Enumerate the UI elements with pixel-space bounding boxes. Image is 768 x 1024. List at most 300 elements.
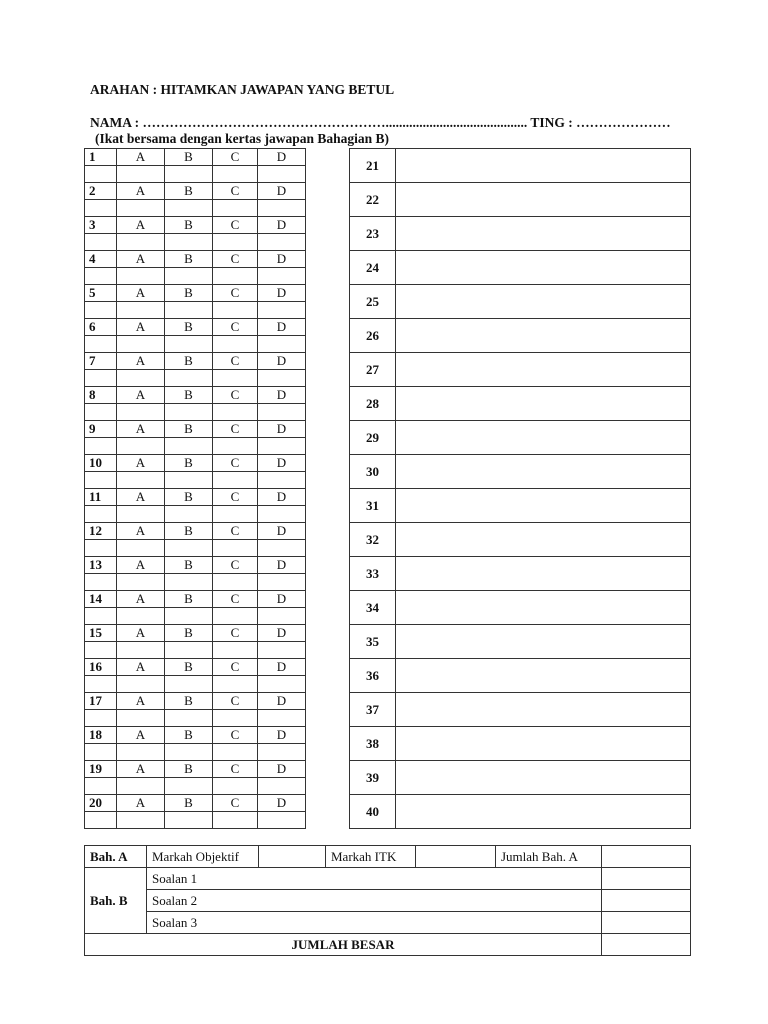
question-number: 29 [350, 421, 396, 455]
spacer-cell [85, 404, 117, 421]
option-b-bubble[interactable]: B [165, 523, 213, 540]
spacer-cell [165, 438, 213, 455]
spacer-cell [165, 676, 213, 693]
objective-row-spacer [85, 336, 306, 353]
bah-b-label: Bah. B [85, 868, 147, 934]
option-d-bubble[interactable]: D [258, 557, 306, 574]
option-a-bubble[interactable]: A [117, 421, 165, 438]
question-number: 36 [350, 659, 396, 693]
objective-row [85, 557, 306, 574]
spacer-cell [85, 778, 117, 795]
answer-box[interactable] [396, 285, 691, 319]
spacer-cell [85, 200, 117, 217]
option-d-bubble[interactable]: D [258, 353, 306, 370]
spacer-cell [117, 336, 165, 353]
option-b-bubble[interactable]: B [165, 761, 213, 778]
question-number: 3 [85, 217, 117, 234]
spacer-cell [213, 676, 258, 693]
spacer-cell [213, 608, 258, 625]
spacer-cell [258, 336, 306, 353]
answer-box[interactable] [396, 455, 691, 489]
question-number: 22 [350, 183, 396, 217]
jumlah-bah-a-value[interactable] [602, 846, 691, 868]
spacer-cell [165, 608, 213, 625]
spacer-cell [165, 336, 213, 353]
spacer-cell [85, 676, 117, 693]
jumlah-besar-label: JUMLAH BESAR [85, 934, 602, 956]
spacer-cell [165, 574, 213, 591]
spacer-cell [117, 812, 165, 829]
markah-itk-label: Markah ITK [326, 846, 416, 868]
subjective-row [350, 455, 691, 489]
spacer-cell [85, 302, 117, 319]
spacer-cell [117, 438, 165, 455]
subjective-row [350, 387, 691, 421]
spacer-cell [85, 574, 117, 591]
objective-row [85, 659, 306, 676]
objective-row [85, 455, 306, 472]
spacer-cell [117, 234, 165, 251]
option-c-bubble[interactable]: C [213, 659, 258, 676]
question-number: 9 [85, 421, 117, 438]
spacer-cell [117, 608, 165, 625]
objective-row-spacer [85, 574, 306, 591]
option-d-bubble[interactable]: D [258, 387, 306, 404]
spacer-cell [165, 642, 213, 659]
option-a-bubble[interactable]: A [117, 285, 165, 302]
objective-row-spacer [85, 370, 306, 387]
question-number: 10 [85, 455, 117, 472]
subjective-row [350, 625, 691, 659]
spacer-cell [258, 234, 306, 251]
binding-note: (Ikat bersama dengan kertas jawapan Bahagian B) [95, 131, 390, 146]
question-number: 23 [350, 217, 396, 251]
option-a-bubble[interactable]: A [117, 557, 165, 574]
objective-row [85, 591, 306, 608]
question-number: 34 [350, 591, 396, 625]
option-d-bubble[interactable]: D [258, 523, 306, 540]
answer-box[interactable] [396, 421, 691, 455]
objective-row [85, 795, 306, 812]
spacer-cell [258, 166, 306, 183]
option-b-bubble[interactable]: B [165, 455, 213, 472]
answer-box[interactable] [396, 591, 691, 625]
spacer-cell [117, 778, 165, 795]
option-a-bubble[interactable]: A [117, 761, 165, 778]
spacer-cell [85, 642, 117, 659]
question-number: 8 [85, 387, 117, 404]
marks-table [84, 845, 691, 956]
spacer-cell [165, 302, 213, 319]
answer-box[interactable] [396, 319, 691, 353]
subjective-row [350, 319, 691, 353]
question-number: 39 [350, 761, 396, 795]
option-a-bubble[interactable]: A [117, 251, 165, 268]
objective-row [85, 217, 306, 234]
question-number: 28 [350, 387, 396, 421]
objective-row [85, 523, 306, 540]
spacer-cell [213, 234, 258, 251]
answer-box[interactable] [396, 217, 691, 251]
spacer-cell [165, 778, 213, 795]
objective-row-spacer [85, 302, 306, 319]
option-b-bubble[interactable]: B [165, 285, 213, 302]
option-b-bubble[interactable]: B [165, 557, 213, 574]
objective-row-spacer [85, 812, 306, 829]
question-number: 27 [350, 353, 396, 387]
option-a-bubble[interactable]: A [117, 387, 165, 404]
spacer-cell [117, 404, 165, 421]
question-number: 21 [350, 149, 396, 183]
spacer-cell [258, 608, 306, 625]
option-b-bubble[interactable]: B [165, 319, 213, 336]
option-a-bubble[interactable]: A [117, 523, 165, 540]
soalan-3-value[interactable] [602, 912, 691, 934]
question-number: 25 [350, 285, 396, 319]
option-b-bubble[interactable]: B [165, 421, 213, 438]
spacer-cell [117, 642, 165, 659]
soalan-2-value[interactable] [602, 890, 691, 912]
spacer-cell [213, 438, 258, 455]
option-d-bubble[interactable]: D [258, 761, 306, 778]
subjective-row [350, 727, 691, 761]
option-a-bubble[interactable]: A [117, 353, 165, 370]
spacer-cell [117, 200, 165, 217]
question-number: 26 [350, 319, 396, 353]
spacer-cell [117, 166, 165, 183]
answer-box[interactable] [396, 183, 691, 217]
question-number: 19 [85, 761, 117, 778]
jumlah-bah-a-label: Jumlah Bah. A [496, 846, 602, 868]
question-number: 33 [350, 557, 396, 591]
spacer-cell [213, 268, 258, 285]
objective-row [85, 489, 306, 506]
subjective-row [350, 523, 691, 557]
option-c-bubble[interactable]: C [213, 319, 258, 336]
answer-box[interactable] [396, 353, 691, 387]
soalan-1-label: Soalan 1 [147, 868, 602, 890]
option-c-bubble[interactable]: C [213, 693, 258, 710]
markah-objektif-value[interactable] [259, 846, 326, 868]
name-class-line: NAMA : ……………………………………………….......................................... TING : ………………… [90, 115, 671, 130]
objective-row-spacer [85, 608, 306, 625]
option-a-bubble[interactable]: A [117, 183, 165, 200]
answer-box[interactable] [396, 727, 691, 761]
option-c-bubble[interactable]: C [213, 183, 258, 200]
subjective-row [350, 761, 691, 795]
question-number: 32 [350, 523, 396, 557]
spacer-cell [85, 506, 117, 523]
option-a-bubble[interactable]: A [117, 455, 165, 472]
answer-box[interactable] [396, 659, 691, 693]
option-a-bubble[interactable]: A [117, 149, 165, 166]
objective-row-spacer [85, 200, 306, 217]
spacer-cell [85, 336, 117, 353]
answer-box[interactable] [396, 693, 691, 727]
option-c-bubble[interactable]: C [213, 421, 258, 438]
question-number: 5 [85, 285, 117, 302]
option-b-bubble[interactable]: B [165, 183, 213, 200]
spacer-cell [213, 472, 258, 489]
spacer-cell [213, 302, 258, 319]
spacer-cell [165, 744, 213, 761]
spacer-cell [85, 812, 117, 829]
spacer-cell [258, 268, 306, 285]
option-c-bubble[interactable]: C [213, 591, 258, 608]
option-d-bubble[interactable]: D [258, 183, 306, 200]
spacer-cell [213, 642, 258, 659]
option-b-bubble[interactable]: B [165, 591, 213, 608]
answer-box[interactable] [396, 489, 691, 523]
option-d-bubble[interactable]: D [258, 455, 306, 472]
spacer-cell [213, 166, 258, 183]
question-number: 17 [85, 693, 117, 710]
question-number: 30 [350, 455, 396, 489]
spacer-cell [165, 200, 213, 217]
question-number: 37 [350, 693, 396, 727]
objective-row [85, 625, 306, 642]
objective-row-spacer [85, 710, 306, 727]
option-d-bubble[interactable]: D [258, 659, 306, 676]
option-a-bubble[interactable]: A [117, 727, 165, 744]
soalan-3-label: Soalan 3 [147, 912, 602, 934]
question-number: 7 [85, 353, 117, 370]
answer-box[interactable] [396, 557, 691, 591]
bah-a-label: Bah. A [85, 846, 147, 868]
option-c-bubble[interactable]: C [213, 149, 258, 166]
option-a-bubble[interactable]: A [117, 659, 165, 676]
subjective-row [350, 693, 691, 727]
spacer-cell [258, 540, 306, 557]
spacer-cell [213, 574, 258, 591]
option-d-bubble[interactable]: D [258, 217, 306, 234]
objective-row-spacer [85, 404, 306, 421]
option-d-bubble[interactable]: D [258, 693, 306, 710]
question-number: 1 [85, 149, 117, 166]
spacer-cell [213, 744, 258, 761]
option-d-bubble[interactable]: D [258, 285, 306, 302]
answer-box[interactable] [396, 761, 691, 795]
answer-box[interactable] [396, 523, 691, 557]
option-b-bubble[interactable]: B [165, 727, 213, 744]
spacer-cell [117, 744, 165, 761]
option-d-bubble[interactable]: D [258, 251, 306, 268]
option-a-bubble[interactable]: A [117, 795, 165, 812]
spacer-cell [85, 268, 117, 285]
subjective-row [350, 149, 691, 183]
spacer-cell [213, 506, 258, 523]
option-c-bubble[interactable]: C [213, 557, 258, 574]
spacer-cell [85, 438, 117, 455]
subjective-row [350, 795, 691, 829]
option-d-bubble[interactable]: D [258, 795, 306, 812]
subjective-row [350, 251, 691, 285]
option-c-bubble[interactable]: C [213, 285, 258, 302]
option-c-bubble[interactable]: C [213, 795, 258, 812]
question-number: 15 [85, 625, 117, 642]
spacer-cell [258, 200, 306, 217]
answer-box[interactable] [396, 625, 691, 659]
option-d-bubble[interactable]: D [258, 625, 306, 642]
spacer-cell [165, 166, 213, 183]
spacer-cell [258, 472, 306, 489]
spacer-cell [165, 472, 213, 489]
spacer-cell [85, 744, 117, 761]
question-number: 13 [85, 557, 117, 574]
option-c-bubble[interactable]: C [213, 251, 258, 268]
subjective-row [350, 183, 691, 217]
subjective-row [350, 557, 691, 591]
option-b-bubble[interactable]: B [165, 659, 213, 676]
objective-row-spacer [85, 540, 306, 557]
option-a-bubble[interactable]: A [117, 319, 165, 336]
answer-box[interactable] [396, 149, 691, 183]
objective-row [85, 761, 306, 778]
option-c-bubble[interactable]: C [213, 489, 258, 506]
option-c-bubble[interactable]: C [213, 727, 258, 744]
soalan-2-label: Soalan 2 [147, 890, 602, 912]
spacer-cell [117, 676, 165, 693]
spacer-cell [85, 608, 117, 625]
option-b-bubble[interactable]: B [165, 149, 213, 166]
subjective-row [350, 285, 691, 319]
option-c-bubble[interactable]: C [213, 353, 258, 370]
objective-row-spacer [85, 506, 306, 523]
objective-row-spacer [85, 234, 306, 251]
spacer-cell [117, 506, 165, 523]
spacer-cell [213, 370, 258, 387]
option-c-bubble[interactable]: C [213, 387, 258, 404]
spacer-cell [117, 302, 165, 319]
question-number: 4 [85, 251, 117, 268]
spacer-cell [258, 370, 306, 387]
spacer-cell [165, 404, 213, 421]
subjective-row [350, 421, 691, 455]
option-d-bubble[interactable]: D [258, 591, 306, 608]
option-b-bubble[interactable]: B [165, 387, 213, 404]
spacer-cell [258, 506, 306, 523]
objective-row [85, 251, 306, 268]
option-a-bubble[interactable]: A [117, 693, 165, 710]
objective-row [85, 285, 306, 302]
option-c-bubble[interactable]: C [213, 455, 258, 472]
spacer-cell [258, 574, 306, 591]
spacer-cell [85, 540, 117, 557]
spacer-cell [258, 642, 306, 659]
answer-box[interactable] [396, 795, 691, 829]
spacer-cell [165, 710, 213, 727]
option-b-bubble[interactable]: B [165, 625, 213, 642]
option-b-bubble[interactable]: B [165, 693, 213, 710]
spacer-cell [117, 710, 165, 727]
objective-row-spacer [85, 642, 306, 659]
spacer-cell [85, 472, 117, 489]
question-number: 11 [85, 489, 117, 506]
option-b-bubble[interactable]: B [165, 795, 213, 812]
subjective-row [350, 591, 691, 625]
objective-row-spacer [85, 676, 306, 693]
question-number: 6 [85, 319, 117, 336]
option-c-bubble[interactable]: C [213, 523, 258, 540]
question-number: 18 [85, 727, 117, 744]
option-b-bubble[interactable]: B [165, 489, 213, 506]
option-a-bubble[interactable]: A [117, 489, 165, 506]
objective-row [85, 149, 306, 166]
subjective-row [350, 217, 691, 251]
subjective-answer-grid [349, 148, 691, 829]
option-c-bubble[interactable]: C [213, 625, 258, 642]
spacer-cell [258, 744, 306, 761]
option-a-bubble[interactable]: A [117, 217, 165, 234]
option-d-bubble[interactable]: D [258, 727, 306, 744]
option-d-bubble[interactable]: D [258, 319, 306, 336]
option-b-bubble[interactable]: B [165, 217, 213, 234]
spacer-cell [165, 268, 213, 285]
spacer-cell [258, 404, 306, 421]
objective-row [85, 727, 306, 744]
spacer-cell [213, 710, 258, 727]
objective-row-spacer [85, 438, 306, 455]
markah-itk-value[interactable] [416, 846, 496, 868]
option-a-bubble[interactable]: A [117, 625, 165, 642]
spacer-cell [165, 812, 213, 829]
option-d-bubble[interactable]: D [258, 421, 306, 438]
spacer-cell [213, 540, 258, 557]
question-number: 31 [350, 489, 396, 523]
subjective-row [350, 659, 691, 693]
subjective-row [350, 353, 691, 387]
question-number: 2 [85, 183, 117, 200]
answer-box[interactable] [396, 251, 691, 285]
question-number: 35 [350, 625, 396, 659]
spacer-cell [165, 370, 213, 387]
spacer-cell [117, 472, 165, 489]
soalan-1-value[interactable] [602, 868, 691, 890]
spacer-cell [85, 710, 117, 727]
spacer-cell [165, 506, 213, 523]
spacer-cell [165, 540, 213, 557]
option-c-bubble[interactable]: C [213, 761, 258, 778]
spacer-cell [258, 778, 306, 795]
spacer-cell [85, 166, 117, 183]
spacer-cell [213, 812, 258, 829]
option-b-bubble[interactable]: B [165, 353, 213, 370]
markah-objektif-label: Markah Objektif [147, 846, 259, 868]
subjective-row [350, 489, 691, 523]
question-number: 40 [350, 795, 396, 829]
objective-row-spacer [85, 268, 306, 285]
spacer-cell [258, 812, 306, 829]
objective-row-spacer [85, 778, 306, 795]
option-d-bubble[interactable]: D [258, 149, 306, 166]
spacer-cell [213, 404, 258, 421]
spacer-cell [213, 336, 258, 353]
objective-row [85, 421, 306, 438]
spacer-cell [117, 574, 165, 591]
option-a-bubble[interactable]: A [117, 591, 165, 608]
instruction-heading: ARAHAN : HITAMKAN JAWAPAN YANG BETUL [90, 82, 395, 97]
objective-row [85, 387, 306, 404]
option-c-bubble[interactable]: C [213, 217, 258, 234]
option-b-bubble[interactable]: B [165, 251, 213, 268]
spacer-cell [85, 370, 117, 387]
objective-row-spacer [85, 166, 306, 183]
answer-box[interactable] [396, 387, 691, 421]
objective-row [85, 319, 306, 336]
spacer-cell [165, 234, 213, 251]
jumlah-besar-value[interactable] [602, 934, 691, 956]
option-d-bubble[interactable]: D [258, 489, 306, 506]
